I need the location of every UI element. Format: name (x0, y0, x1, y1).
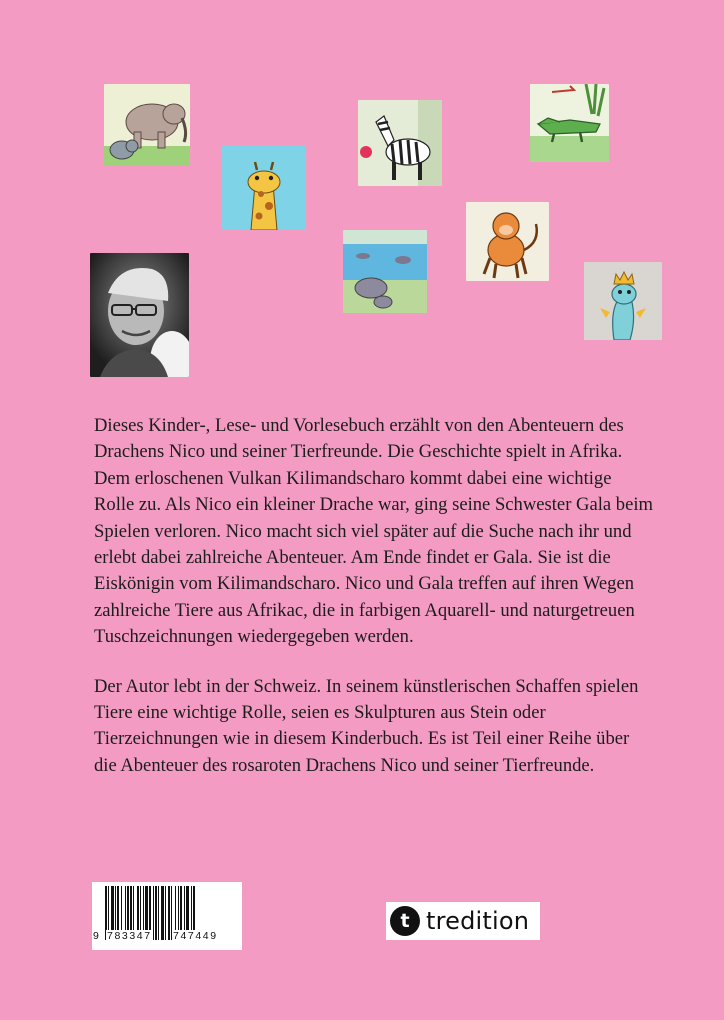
barcode-digits-left: 783347 (107, 930, 152, 942)
elephants-illustration (104, 84, 190, 166)
back-cover-blurb (94, 413, 654, 802)
publisher-name: tredition (426, 907, 530, 935)
crocodile-illustration (530, 84, 609, 162)
publisher-logo (386, 902, 540, 940)
isbn-barcode (92, 882, 242, 950)
dragon-queen-illustration (584, 262, 662, 340)
monkey-illustration (466, 202, 549, 281)
giraffe-illustration (221, 146, 306, 230)
book-description: Dieses Kinder-, Lese- und Vorlesebuch erzählt von den Abenteuern des Drachens Nico und seiner Tierfreunde. Die Geschichte spielt in Afrika. Dem erloschenen Vulkan Kilimandscharo kommt dabei eine wichtige Rolle zu. Als Nico ein kleiner Drache war, ging seine Schwester Gala beim Spielen verloren. Nico macht sich viel später auf die Suche nach ihr und erlebt dabei zahlreiche Abenteuer. Am Ende findet er Gala. Sie ist die Eiskönigin vom Kilimandscharo. Nico und Gala treffen auf ihren Wegen zahlreiche Tiere aus Afrikac, die in farbigen Aquarell- und naturgetreuen Tuschzeichnungen wiedergegeben werden. (94, 415, 653, 648)
zebra-illustration (358, 100, 442, 186)
barcode-digit-first: 9 (93, 930, 99, 942)
tredition-logo-icon: t (390, 906, 420, 936)
hippos-illustration (343, 230, 427, 313)
author-photo (90, 253, 189, 377)
author-description: Der Autor lebt in der Schweiz. In seinem künstlerischen Schaffen spielen Tiere eine wichtige Rolle, seien es Skulpturen aus Stein oder Tierzeichnungen wie in diesem Kinderbuch. Es ist Teil einer Reihe über die Abenteuer des rosaroten Drachens Nico und seiner Tierfreunde. (94, 675, 639, 776)
barcode-digits-right: 747449 (173, 930, 218, 942)
barcode-digits (92, 930, 242, 946)
